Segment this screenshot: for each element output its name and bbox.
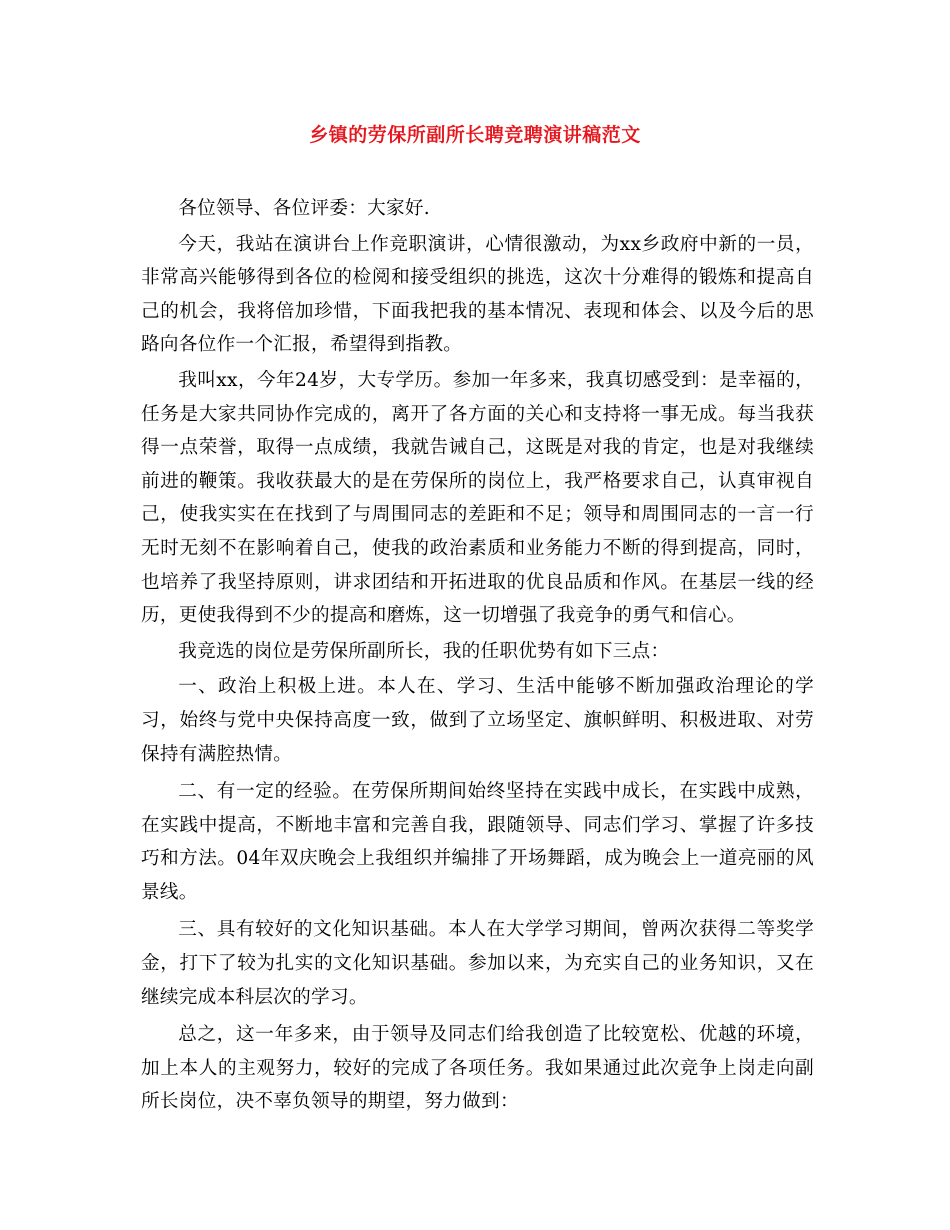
paragraph-greeting: 各位领导、各位评委：大家好. [178, 198, 431, 219]
paragraph-conclusion: 总之，这一年多来，由于领导及同志们给我创造了比较宽松、优越的环境，加上本人的主观努力，较好的完成了各项任务。我如果通过此次竞争上岗走向副所长岗位，决不辜负领导的期望，努力做到： [141, 1024, 814, 1113]
paragraph-advantage-3: 三、具有较好的文化知识基础。本人在大学学习期间，曾两次获得二等奖学金，打下了较为扎实的文化知识基础。参加以来，为充实自己的业务知识，又在继续完成本科层次的学习。 [141, 919, 814, 1008]
paragraph-advantage-1: 一、政治上积极上进。本人在、学习、生活中能够不断加强政治理论的学习，始终与党中央保持高度一致，做到了立场坚定、旗帜鲜明、积极进取、对劳保持有满腔热情。 [141, 676, 814, 765]
paragraph-background: 我叫xx，今年24岁，大专学历。参加一年多来，我真切感受到：是幸福的，任务是大家共同协作完成的，离开了各方面的关心和支持将一事无成。每当我获得一点荣誉，取得一点成绩，我就告诫自己，这既是对我的肯定，也是对我继续前进的鞭策。我收获最大的是在劳保所的岗位上，我严格要求自己，认真审视自己，使我实实在在找到了与周围同志的差距和不足；领导和周围同志的一言一行无时无刻不在影响着自己，使我的政治素质和业务能力不断的得到提高，同时，也培养了我坚持原则，讲求团结和开拓进取的优良品质和作风。在基层一线的经历，更使我得到不少的提高和磨炼，这一切增强了我竞争的勇气和信心。 [141, 369, 814, 627]
paragraph-advantage-2: 二、有一定的经验。在劳保所期间始终坚持在实践中成长，在实践中成熟，在实践中提高，不断地丰富和完善自我，跟随领导、同志们学习、掌握了许多技巧和方法。04年双庆晚会上我组织并编排了开场舞蹈，成为晚会上一道亮丽的风景线。 [141, 781, 814, 903]
paragraph-intro: 今天，我站在演讲台上作竞职演讲，心情很激动，为xx乡政府中新的一员，非常高兴能够得到各位的检阅和接受组织的挑选，这次十分难得的锻炼和提高自己的机会，我将倍加珍惜，下面我把我的基本情况、表现和体会、以及今后的思路向各位作一个汇报，希望得到指教。 [141, 233, 814, 356]
document-title: 乡镇的劳保所副所长聘竞聘演讲稿范文 [309, 124, 641, 146]
paragraph-position: 我竞选的岗位是劳保所副所长，我的任职优势有如下三点： [178, 640, 670, 662]
document-body [141, 192, 814, 1121]
